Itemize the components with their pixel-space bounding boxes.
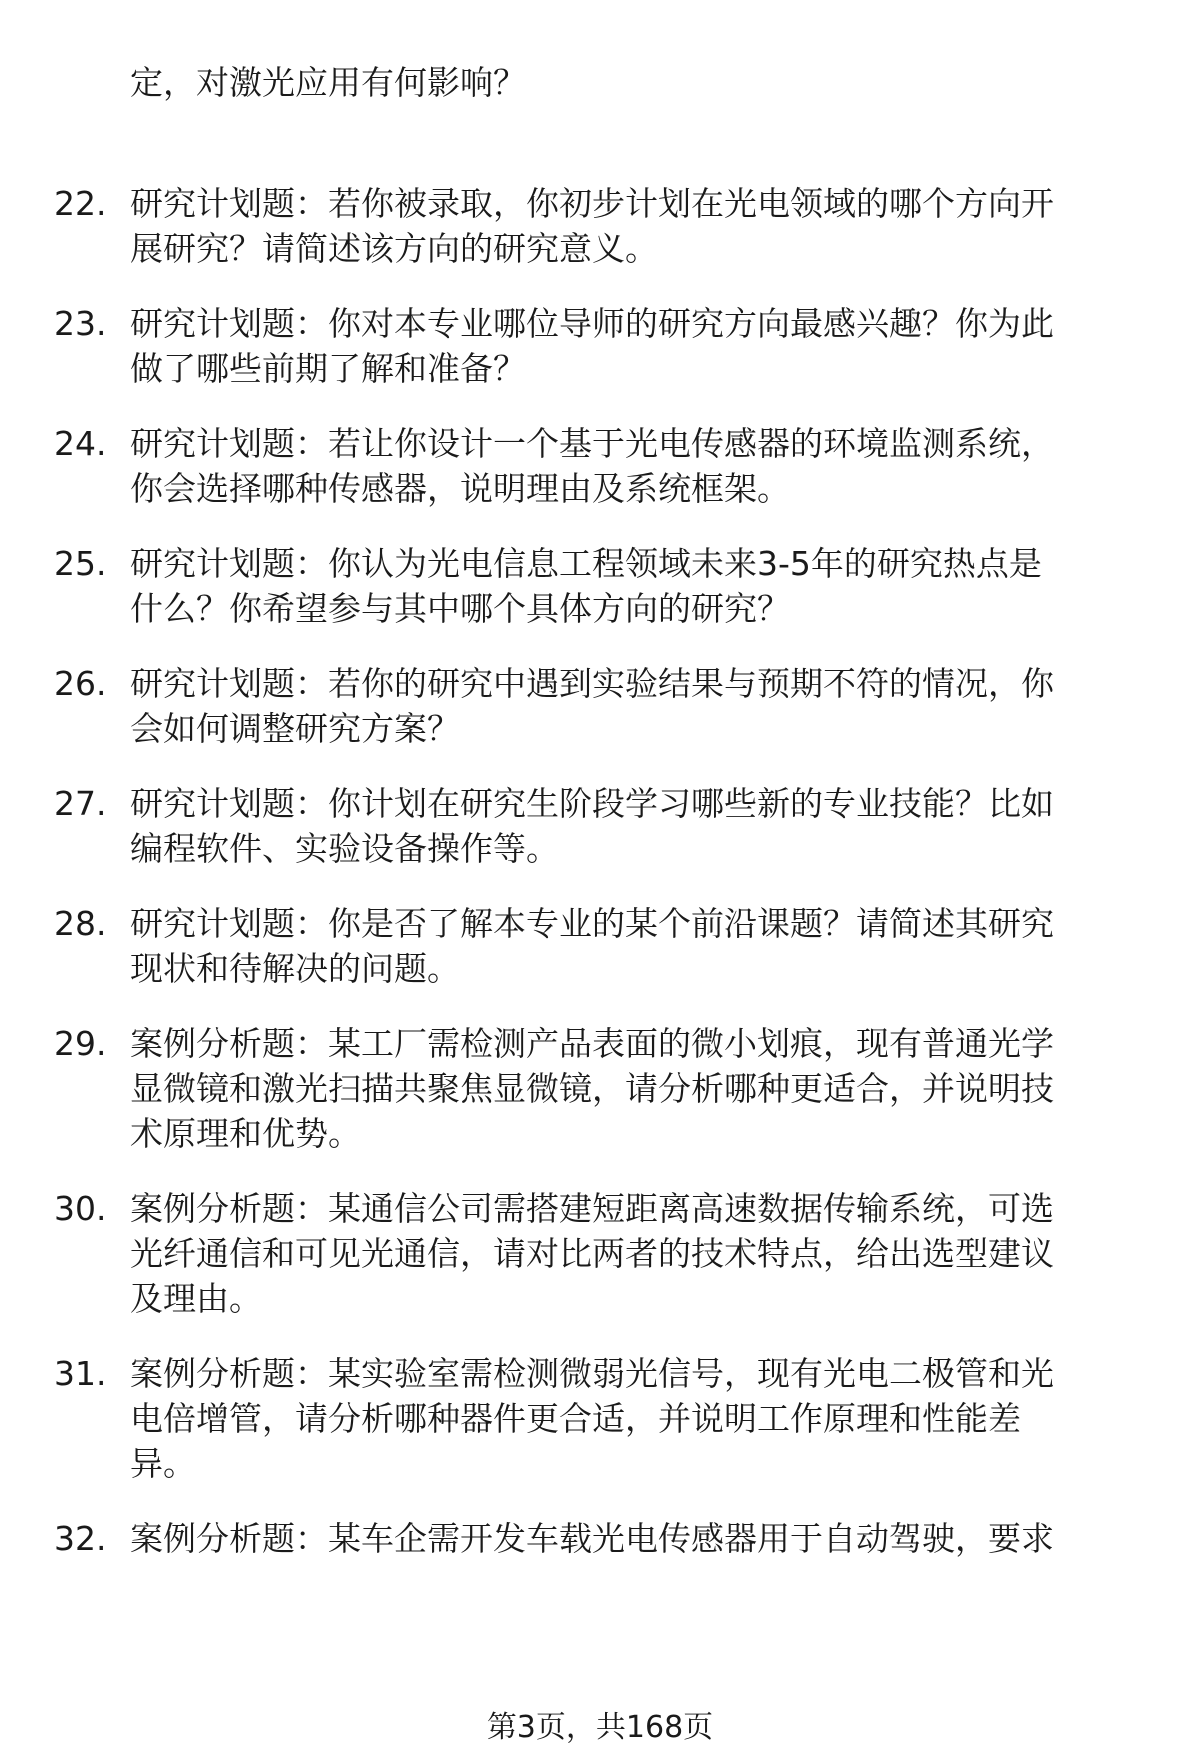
question-text-line: 研究计划题：你计划在研究生阶段学习哪些新的专业技能？比如 [130, 784, 1054, 823]
question-text-line: 研究计划题：若你的研究中遇到实验结果与预期不符的情况，你 [130, 664, 1054, 703]
question-text-line: 什么？你希望参与其中哪个具体方向的研究？ [130, 589, 790, 628]
question-number: 24. [54, 424, 107, 463]
question-text-line: 及理由。 [130, 1279, 262, 1318]
question-number: 25. [54, 544, 107, 583]
question-text-line: 研究计划题：若让你设计一个基于光电传感器的环境监测系统， [130, 424, 1054, 463]
question-text-line: 编程软件、实验设备操作等。 [130, 829, 559, 868]
question-text-line: 研究计划题：你认为光电信息工程领域未来3-5年的研究热点是 [130, 544, 1042, 583]
question-text-line: 研究计划题：你对本专业哪位导师的研究方向最感兴趣？你为此 [130, 304, 1054, 343]
question-text-line: 异。 [130, 1444, 196, 1483]
question-text-line: 术原理和优势。 [130, 1114, 361, 1153]
question-text-line: 光纤通信和可见光通信，请对比两者的技术特点，给出选型建议 [130, 1234, 1054, 1273]
question-text-line: 案例分析题：某实验室需检测微弱光信号，现有光电二极管和光 [130, 1354, 1054, 1393]
continuation-line: 定，对激光应用有何影响？ [130, 63, 526, 102]
page-footer: 第3页，共168页 [486, 1710, 714, 1745]
question-text-line: 研究计划题：你是否了解本专业的某个前沿课题？请简述其研究 [130, 904, 1054, 943]
question-number: 26. [54, 664, 107, 703]
question-text-line: 会如何调整研究方案？ [130, 709, 460, 748]
question-number: 30. [54, 1189, 107, 1228]
question-number: 31. [54, 1354, 107, 1393]
question-text-line: 做了哪些前期了解和准备？ [130, 349, 526, 388]
question-number: 28. [54, 904, 107, 943]
question-text-line: 显微镜和激光扫描共聚焦显微镜，请分析哪种更适合，并说明技 [130, 1069, 1054, 1108]
question-number: 32. [54, 1519, 107, 1558]
question-number: 27. [54, 784, 107, 823]
question-text-line: 案例分析题：某车企需开发车载光电传感器用于自动驾驶，要求 [130, 1519, 1054, 1558]
question-number: 29. [54, 1024, 107, 1063]
question-text-line: 电倍增管，请分析哪种器件更合适，并说明工作原理和性能差 [130, 1399, 1021, 1438]
question-number: 23. [54, 304, 107, 343]
question-text-line: 研究计划题：若你被录取，你初步计划在光电领域的哪个方向开 [130, 184, 1054, 223]
question-text-line: 你会选择哪种传感器，说明理由及系统框架。 [130, 469, 790, 508]
question-text-line: 案例分析题：某工厂需检测产品表面的微小划痕，现有普通光学 [130, 1024, 1054, 1063]
question-text-line: 现状和待解决的问题。 [130, 949, 460, 988]
question-text-line: 展研究？请简述该方向的研究意义。 [130, 229, 658, 268]
question-number: 22. [54, 184, 107, 223]
question-text-line: 案例分析题：某通信公司需搭建短距离高速数据传输系统，可选 [130, 1189, 1054, 1228]
